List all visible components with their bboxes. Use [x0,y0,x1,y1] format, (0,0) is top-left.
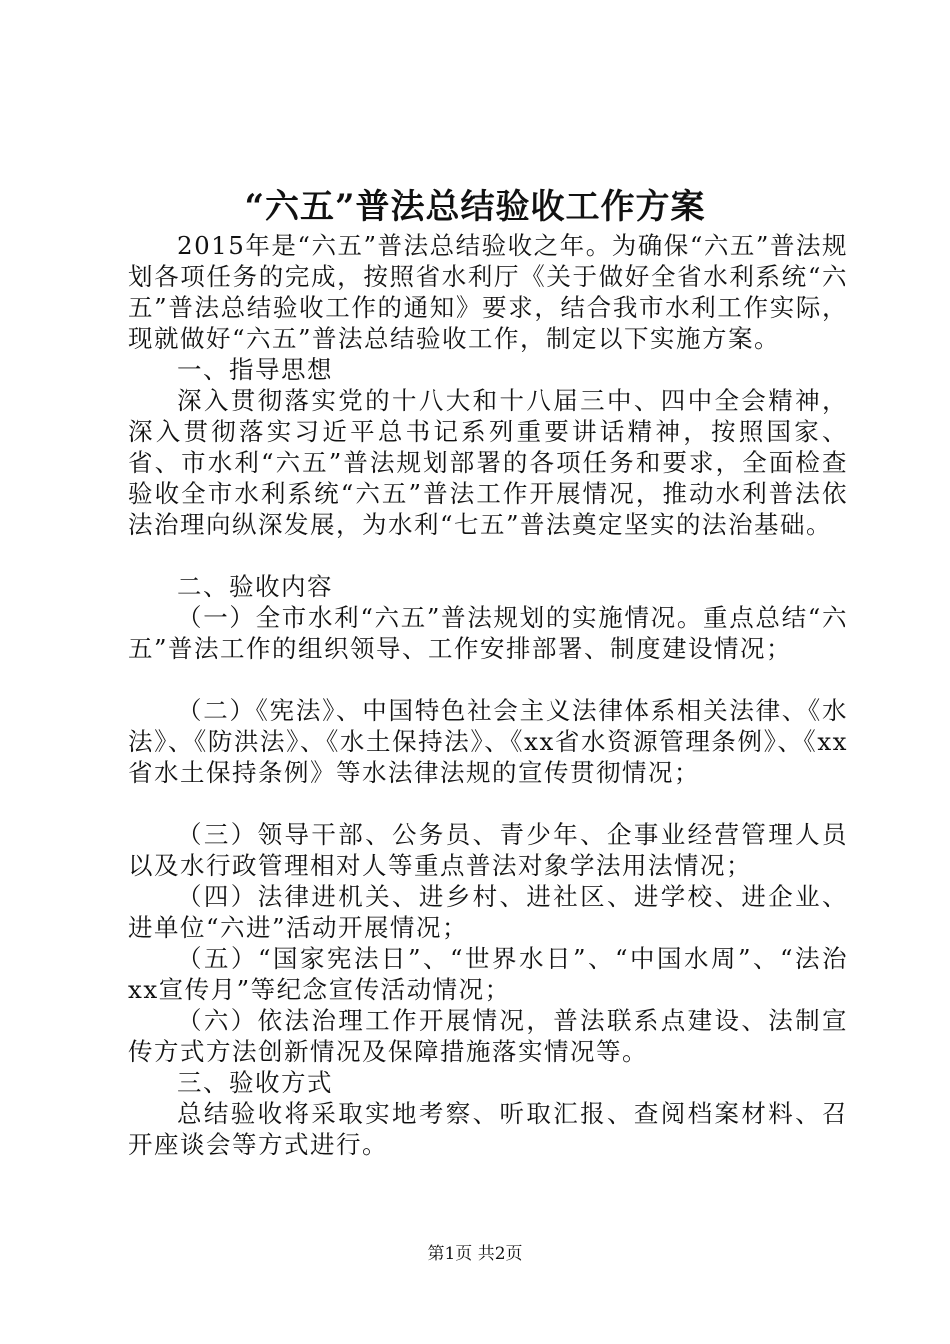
section-heading-acceptance-method: 三、验收方式 [177,1068,333,1097]
content-item-1: （一）全市水利“六五”普法规划的实施情况。重点总结“六五”普法工作的组织领导、工作安排部署、制度建设情况； [128,603,848,663]
paragraph-gap [128,664,848,695]
acceptance-method-paragraph: 总结验收将采取实地考察、听取汇报、查阅档案材料、召开座谈会等方式进行。 [128,1099,848,1159]
page-number-footer: 第1页 共2页 [427,1244,523,1264]
section-heading-guiding-ideology: 一、指导思想 [177,355,333,384]
guiding-ideology-paragraph: 深入贯彻落实党的十八大和十八届三中、四中全会精神，深入贯彻落实习近平总书记系列重要讲话精神，按照国家、省、市水利“六五”普法规划部署的各项任务和要求，全面检查验收全市水利系统“六五”普法工作开展情况，推动水利普法依法治理向纵深发展，为水利“七五”普法奠定坚实的法治基础。 [128,386,848,539]
content-item-5: （五）“国家宪法日”、“世界水日”、“中国水周”、“法治xx宣传月”等纪念宣传活动情况； [128,944,848,1004]
paragraph-gap [128,540,848,571]
section-heading-acceptance-content: 二、验收内容 [177,572,333,601]
paragraph-gap [128,788,848,819]
content-item-4: （四）法律进机关、进乡村、进社区、进学校、进企业、进单位“六进”活动开展情况； [128,882,848,942]
document-body [128,230,848,1160]
content-item-3: （三）领导干部、公务员、青少年、企事业经营管理人员以及水行政管理相对人等重点普法对象学法用法情况； [128,820,848,880]
intro-paragraph: 2015年是“六五”普法总结验收之年。为确保“六五”普法规划各项任务的完成，按照省水利厅《关于做好全省水利系统“六五”普法总结验收工作的通知》要求，结合我市水利工作实际，现就做好“六五”普法总结验收工作，制定以下实施方案。 [128,231,848,353]
content-item-2: （二）《宪法》、中国特色社会主义法律体系相关法律、《水法》、《防洪法》、《水土保持法》、《xx省水资源管理条例》、《xx省水土保持条例》等水法律法规的宣传贯彻情况； [128,696,848,787]
content-item-6: （六）依法治理工作开展情况，普法联系点建设、法制宣传方式方法创新情况及保障措施落实情况等。 [128,1006,848,1066]
document-title: “六五”普法总结验收工作方案 [244,187,706,227]
